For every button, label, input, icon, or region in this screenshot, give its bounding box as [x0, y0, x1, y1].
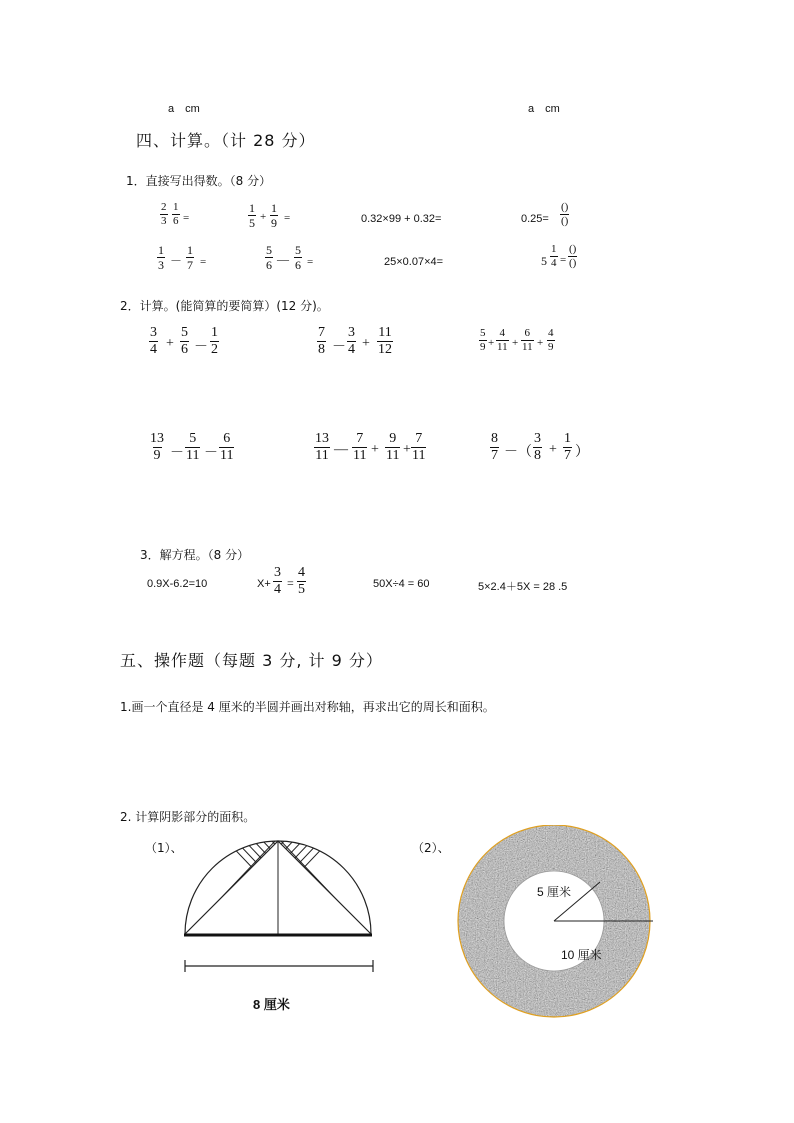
operator: －（ [504, 445, 532, 460]
fraction: $\frac{1}{7}$ [564, 431, 571, 463]
operator: + [537, 337, 544, 349]
annulus-figure [452, 825, 658, 1021]
shaded-region [175, 838, 385, 978]
operator: — [277, 252, 289, 266]
fraction: $\frac{4}{9}$ [548, 327, 554, 353]
whole-number: 5 [541, 254, 547, 268]
operator: + [166, 336, 174, 351]
fraction: $\frac{5}{9}$ [480, 327, 486, 353]
dimension-label: 8 厘米 [253, 997, 290, 1012]
equals-sign: = [200, 256, 207, 268]
fraction: $\frac{3}{4}$ [348, 325, 355, 357]
fraction: $\frac{1}{2}$ [211, 325, 218, 357]
fraction: $\frac{5}{6}$ [295, 243, 301, 272]
fraction: $\frac{1}{9}$ [271, 201, 277, 230]
fraction: $\frac{1}{7}$ [187, 243, 193, 272]
equals-sign: = [284, 212, 291, 224]
q3-item-d: 5×2.4＋5X = 28 .5 [478, 581, 568, 593]
fraction: $\frac{1}{6}$ [173, 201, 179, 227]
q1-item-c: 0.32×99 + 0.32= [361, 213, 442, 225]
operator: － [204, 446, 218, 461]
operator: + [549, 442, 557, 457]
fraction: $\frac{7}{11}$ [353, 431, 367, 463]
equals-sign: = [183, 212, 190, 224]
fraction: $\frac{11}{12}$ [378, 325, 392, 357]
equals-sign: = [287, 576, 294, 590]
operator: － [332, 340, 346, 355]
operator: + [403, 442, 411, 457]
q1-item-g: 25×0.07×4= [384, 256, 444, 268]
fraction: $\frac{7}{11}$ [412, 431, 426, 463]
fraction: $\frac{4}{5}$ [298, 565, 305, 597]
fraction: $\frac{4}{11}$ [497, 327, 508, 353]
operator: + [260, 211, 267, 223]
operator: + [371, 442, 379, 457]
fraction: $\frac{6}{11}$ [522, 327, 533, 353]
equals-sign: = [560, 254, 567, 266]
unit-label-left: a cm [168, 103, 200, 115]
fraction: $\frac{6}{11}$ [220, 431, 234, 463]
fraction: $\frac{5}{11}$ [186, 431, 200, 463]
fraction: $\frac{3}{8}$ [534, 431, 541, 463]
s5-q2-text: 2. 计算阴影部分的面积。 [120, 810, 256, 824]
fraction: $\frac{13}{11}$ [315, 431, 329, 463]
fraction: $\frac{3}{4}$ [150, 325, 157, 357]
fraction: $\frac{5}{6}$ [266, 243, 272, 272]
fraction: $\frac{9}{11}$ [386, 431, 400, 463]
operator: — [334, 442, 348, 457]
operator: － [194, 340, 208, 355]
operator: － [170, 446, 184, 461]
lead-text: X+ [257, 578, 271, 590]
s5-q1-text: 1.画一个直径是 4 厘米的半圆并画出对称轴，再求出它的周长和面积。 [120, 700, 495, 714]
fraction: $\frac{7}{8}$ [318, 325, 325, 357]
figure-1-label: （1）、 [145, 841, 183, 855]
q3-title: 3．解方程。（8 分） [140, 548, 250, 562]
fraction: $\frac{3}{4}$ [274, 565, 281, 597]
unit-label-right: a cm [528, 103, 560, 115]
equals-sign: = [307, 256, 314, 268]
figure-2-label: （2）、 [412, 841, 450, 855]
q3-item-c: 50X÷4 = 60 [373, 578, 430, 590]
fraction: $\frac{8}{7}$ [491, 431, 498, 463]
operator: － [170, 254, 183, 268]
operator: + [488, 337, 495, 349]
q1-title: 1．直接写出得数。（8 分） [126, 174, 272, 188]
inner-radius-label: 5 厘米 [537, 885, 572, 899]
lead-text: 0.25= [521, 213, 549, 225]
q2-title: 2．计算。(能简算的要简算）(12 分)。 [120, 299, 329, 313]
section-5-title: 五、操作题（每题 3 分, 计 9 分） [120, 651, 383, 670]
q3-item-a: 0.9X-6.2=10 [147, 578, 208, 590]
section-4-title: 四、计算。（计 28 分） [136, 131, 316, 150]
operator: + [512, 337, 519, 349]
blank-fraction: () () [561, 201, 569, 227]
fraction: $\frac{13}{9}$ [150, 431, 164, 463]
fraction: $\frac{1}{5}$ [249, 201, 255, 230]
fraction: $\frac{2}{3}$ [161, 201, 167, 227]
fraction: $\frac{1}{3}$ [158, 243, 164, 272]
operator: + [362, 336, 370, 351]
operator: ） [575, 445, 589, 460]
fraction: $\frac{1}{4}$ [551, 243, 557, 269]
outer-radius-label: 10 厘米 [561, 948, 602, 962]
blank-fraction: () () [569, 243, 577, 269]
fraction: $\frac{5}{6}$ [181, 325, 188, 357]
